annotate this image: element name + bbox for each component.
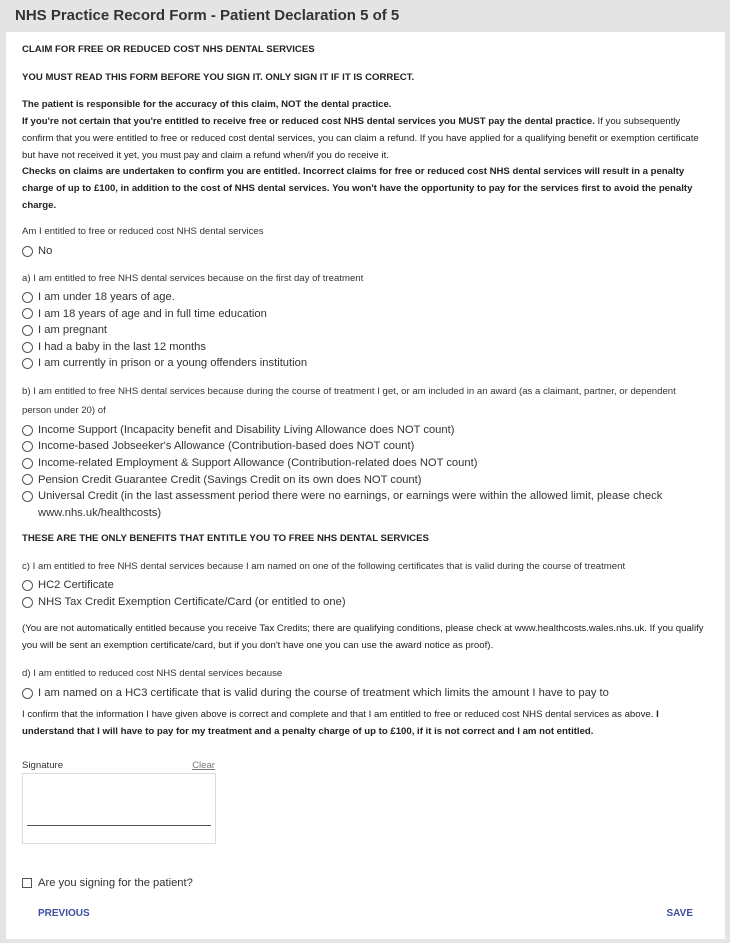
radio-option-a-4[interactable] bbox=[22, 339, 706, 356]
title-bar bbox=[0, 0, 730, 32]
confirmation-plain: I confirm that the information I have given above is correct and complete and that I am entitled to free or reduced cost NHS dental services as above. bbox=[22, 709, 657, 721]
radio-circle[interactable] bbox=[22, 308, 33, 319]
radio-option-b-2[interactable] bbox=[22, 438, 706, 455]
radio-label: I am under 18 years of age. bbox=[38, 290, 175, 303]
section-d-label: d) I am entitled to reduced cost NHS dental services because bbox=[22, 667, 283, 679]
radio-option-b-4[interactable] bbox=[22, 472, 706, 489]
radio-option-c-2[interactable] bbox=[22, 594, 706, 611]
radio-label: HC2 Certificate bbox=[38, 579, 114, 592]
radio-circle[interactable] bbox=[22, 458, 33, 469]
clear-signature-link[interactable]: Clear bbox=[192, 759, 215, 771]
radio-option-a-5[interactable] bbox=[22, 355, 706, 372]
radio-circle[interactable] bbox=[22, 358, 33, 369]
radio-label: Pension Credit Guarantee Credit (Savings Credit on its own does NOT count) bbox=[38, 473, 422, 486]
radio-option-a-2[interactable] bbox=[22, 306, 706, 323]
signature-line bbox=[27, 825, 211, 826]
confirmation-statement bbox=[22, 707, 706, 740]
radio-circle[interactable] bbox=[22, 425, 33, 436]
checks-notice: Checks on claims are undertaken to confirm you are entitled. Incorrect claims for free or reduced cost NHS dental services will result in a penalty charge of up to £100, in addition to the cost of NHS dental services. You won't have the opportunity to pay for the services first to avoid the penalty charge. bbox=[22, 166, 693, 211]
section-c-options bbox=[22, 577, 706, 610]
radio-label: I am named on a HC3 certificate that is valid during the course of treatment which limits the amount I have to pay to bbox=[38, 686, 609, 699]
not-certain-bold: If you're not certain that you're entitled to receive free or reduced cost NHS dental services you MUST pay the dental practice. bbox=[22, 116, 595, 128]
radio-circle[interactable] bbox=[22, 441, 33, 452]
section-a-options bbox=[22, 289, 706, 372]
signature-pad[interactable] bbox=[22, 773, 216, 844]
radio-circle[interactable] bbox=[22, 474, 33, 485]
radio-option-a-3[interactable] bbox=[22, 322, 706, 339]
section-b-label: b) I am entitled to free NHS dental services because during the course of treatment I get, or am included in an award (as a claimant, partner, or dependent person under 20) of bbox=[22, 385, 676, 417]
section-c-label: c) I am entitled to free NHS dental services because I am named on one of the following certificates that is valid during the course of treatment bbox=[22, 561, 626, 573]
radio-label: Income-based Jobseeker's Allowance (Contribution-based does NOT count) bbox=[38, 440, 415, 453]
radio-option-a-1[interactable] bbox=[22, 289, 706, 306]
checkbox-box[interactable] bbox=[22, 878, 32, 888]
page-title: NHS Practice Record Form - Patient Declaration 5 of 5 bbox=[15, 7, 400, 24]
signing-for-patient-checkbox[interactable] bbox=[22, 877, 706, 889]
radio-circle[interactable] bbox=[22, 292, 33, 303]
not-certain-rest: If you subsequently confirm that you were entitled to free or reduced cost dental services, you can claim a refund. If you have applied for a qualifying benefit or exemption certificate but have not received it yet, you must pay and claim a refund when/if you do receive it. bbox=[22, 116, 699, 161]
radio-option-b-5[interactable] bbox=[22, 488, 706, 521]
radio-label: No bbox=[38, 245, 53, 258]
radio-label: Universal Credit (in the last assessment period there were no earnings, or earnings were within the allowed limit, please check www.nhs.uk/healthcosts) bbox=[38, 490, 663, 519]
radio-label: Income Support (Incapacity benefit and Disability Living Allowance does NOT count) bbox=[38, 423, 455, 436]
radio-label: I had a baby in the last 12 months bbox=[38, 340, 206, 353]
radio-label: I am pregnant bbox=[38, 324, 108, 337]
form-heading: CLAIM FOR FREE OR REDUCED COST NHS DENTAL SERVICES bbox=[22, 44, 315, 55]
radio-option-c-1[interactable] bbox=[22, 577, 706, 594]
must-read-notice: YOU MUST READ THIS FORM BEFORE YOU SIGN IT. ONLY SIGN IT IF IT IS CORRECT. bbox=[22, 71, 415, 83]
signature-label: Signature bbox=[22, 759, 64, 771]
radio-circle[interactable] bbox=[22, 688, 33, 699]
radio-entitled-no[interactable] bbox=[22, 243, 706, 260]
form-footer bbox=[38, 908, 693, 919]
radio-circle[interactable] bbox=[22, 580, 33, 591]
radio-option-b-1[interactable] bbox=[22, 422, 706, 439]
section-d-options bbox=[22, 685, 706, 702]
only-benefits-notice: THESE ARE THE ONLY BENEFITS THAT ENTITLE YOU TO FREE NHS DENTAL SERVICES bbox=[22, 533, 429, 545]
section-a-label: a) I am entitled to free NHS dental services because on the first day of treatment bbox=[22, 272, 364, 284]
radio-label: I am currently in prison or a young offenders institution bbox=[38, 357, 308, 370]
tax-credit-note: (You are not automatically entitled because you receive Tax Credits; there are qualifying conditions, please check at www.healthcosts.wales.nhs.uk. If you qualify you will be sent an exemption certificate/card, but if you don't have one you can use the award notice as proof). bbox=[22, 623, 704, 652]
radio-option-b-3[interactable] bbox=[22, 455, 706, 472]
not-certain-notice bbox=[22, 114, 706, 164]
radio-label: NHS Tax Credit Exemption Certificate/Card (or entitled to one) bbox=[38, 595, 346, 608]
responsibility-notice: The patient is responsible for the accuracy of this claim, NOT the dental practice. bbox=[22, 99, 392, 111]
previous-button[interactable]: PREVIOUS bbox=[38, 908, 90, 919]
section-b-options bbox=[22, 422, 706, 522]
form-card bbox=[6, 32, 725, 939]
entitled-question: Am I entitled to free or reduced cost NHS dental services bbox=[22, 226, 264, 238]
radio-circle[interactable] bbox=[22, 597, 33, 608]
checkbox-label: Are you signing for the patient? bbox=[38, 876, 193, 889]
radio-circle[interactable] bbox=[22, 342, 33, 353]
radio-label: Income-related Employment & Support Allowance (Contribution-related does NOT count) bbox=[38, 457, 478, 470]
save-button[interactable]: SAVE bbox=[666, 908, 693, 919]
radio-circle[interactable] bbox=[22, 325, 33, 336]
confirmation-bold: I understand that I will have to pay for my treatment and a penalty charge of up to £100, if it is not correct and I am not entitled. bbox=[22, 709, 659, 738]
signature-header bbox=[22, 760, 215, 771]
radio-option-d-1[interactable] bbox=[22, 685, 706, 702]
radio-circle[interactable] bbox=[22, 491, 33, 502]
radio-label: I am 18 years of age and in full time education bbox=[38, 307, 267, 320]
radio-circle[interactable] bbox=[22, 246, 33, 257]
